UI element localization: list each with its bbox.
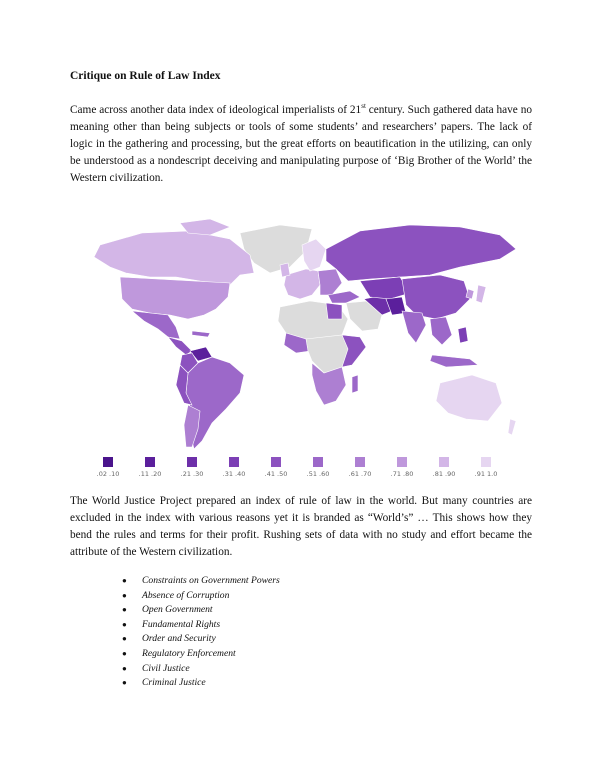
legend-label: .02 .10 xyxy=(96,470,120,478)
legend-swatch xyxy=(103,457,113,467)
map-region-new-zealand xyxy=(508,419,516,435)
bullet-item xyxy=(122,676,280,691)
bullet-text: Constraints on Government Powers xyxy=(142,575,280,586)
map-region-arctic-islands xyxy=(180,219,230,235)
legend-item xyxy=(340,455,380,478)
bullet-dot-icon: ● xyxy=(122,590,127,600)
legend-item xyxy=(88,455,128,478)
map-region-australia xyxy=(436,375,502,421)
map-region-philippines xyxy=(458,327,468,343)
legend-label: .81 .90 xyxy=(432,470,456,478)
world-map xyxy=(80,215,520,455)
map-region-uk xyxy=(280,263,290,277)
world-map-svg xyxy=(80,215,520,455)
bullet-text: Order and Security xyxy=(142,633,216,645)
legend-swatch xyxy=(397,457,407,467)
map-region-india xyxy=(402,311,426,343)
legend-item xyxy=(130,455,170,478)
ordinal-suffix: st xyxy=(361,102,366,111)
bullet-item xyxy=(122,662,280,677)
bullet-dot-icon: ● xyxy=(122,605,127,615)
legend-swatch xyxy=(145,457,155,467)
document-title: Critique on Rule of Law Index xyxy=(70,70,221,82)
bullet-item xyxy=(122,632,280,647)
bullet-text: Absence of Corruption xyxy=(142,589,230,601)
legend-swatch xyxy=(439,457,449,467)
bullet-text: Regulatory Enforcement xyxy=(142,647,236,659)
map-region-madagascar xyxy=(352,375,358,393)
bullet-dot-icon: ● xyxy=(122,648,127,658)
legend-swatch xyxy=(481,457,491,467)
legend-swatch xyxy=(271,457,281,467)
legend-item xyxy=(424,455,464,478)
legend-label: .51 .60 xyxy=(306,470,330,478)
legend-item xyxy=(466,455,506,478)
legend-label: .11 .20 xyxy=(138,470,162,478)
legend-item xyxy=(382,455,422,478)
bullet-item xyxy=(122,618,280,633)
legend-item xyxy=(298,455,338,478)
intro-text-start: Came across another data index of ideological imperialists of 21 xyxy=(70,104,362,116)
map-region-eastern-europe xyxy=(318,269,342,295)
map-region-caribbean xyxy=(192,331,210,337)
legend-label: .61 .70 xyxy=(348,470,372,478)
intro-text-end: century. Such gathered data have no meaning other than being subjects or tools of some students’ and researchers’ papers. The lack of logic in the gathering and processing, but the great efforts on beautification in the utilizing, can only be understood as a nondescript deceiving and manipulating purpose of ‘Big Brother of the World’ the Western civilization. xyxy=(70,104,532,184)
map-region-indonesia xyxy=(430,355,478,367)
legend-item xyxy=(214,455,254,478)
legend-item xyxy=(172,455,212,478)
bullet-dot-icon: ● xyxy=(122,663,127,673)
legend-label: .71 .80 xyxy=(390,470,414,478)
map-region-southeast-asia xyxy=(430,317,452,345)
second-paragraph: The World Justice Project prepared an index of rule of law in the world. But many countries are excluded in the index with various reasons yet it is branded as “World’s” … This shows how they bend the rules and terms for their profit. Rushing sets of data with no study and effort became the attribute of the Western civilization. xyxy=(70,495,532,558)
legend-swatch xyxy=(313,457,323,467)
bullet-item xyxy=(122,603,280,618)
map-region-canada xyxy=(94,231,254,285)
bullet-list xyxy=(122,574,280,691)
bullet-text: Civil Justice xyxy=(142,662,190,674)
bullet-text: Open Government xyxy=(142,604,213,616)
bullet-item xyxy=(122,574,280,589)
bullet-dot-icon: ● xyxy=(122,619,127,629)
bullet-text: Criminal Justice xyxy=(142,677,206,689)
map-region-egypt xyxy=(326,303,342,319)
legend-label: .91 1.0 xyxy=(474,470,498,478)
intro-paragraph xyxy=(70,102,532,187)
bullet-dot-icon: ● xyxy=(122,634,127,644)
bullet-item xyxy=(122,647,280,662)
bullet-dot-icon: ● xyxy=(122,678,127,688)
bullet-dot-icon: ● xyxy=(122,576,127,585)
legend-label: .41 .50 xyxy=(264,470,288,478)
legend-label: .31 .40 xyxy=(222,470,246,478)
map-legend xyxy=(88,455,508,481)
legend-swatch xyxy=(187,457,197,467)
legend-swatch xyxy=(229,457,239,467)
map-region-central-america xyxy=(168,337,192,355)
bullet-text: Fundamental Rights xyxy=(142,618,221,630)
map-region-russia xyxy=(326,225,516,281)
map-region-japan xyxy=(476,285,486,303)
map-region-scandinavia xyxy=(302,239,326,271)
legend-item xyxy=(256,455,296,478)
legend-label: .21 .30 xyxy=(180,470,204,478)
legend-swatch xyxy=(355,457,365,467)
bullet-item xyxy=(122,589,280,604)
